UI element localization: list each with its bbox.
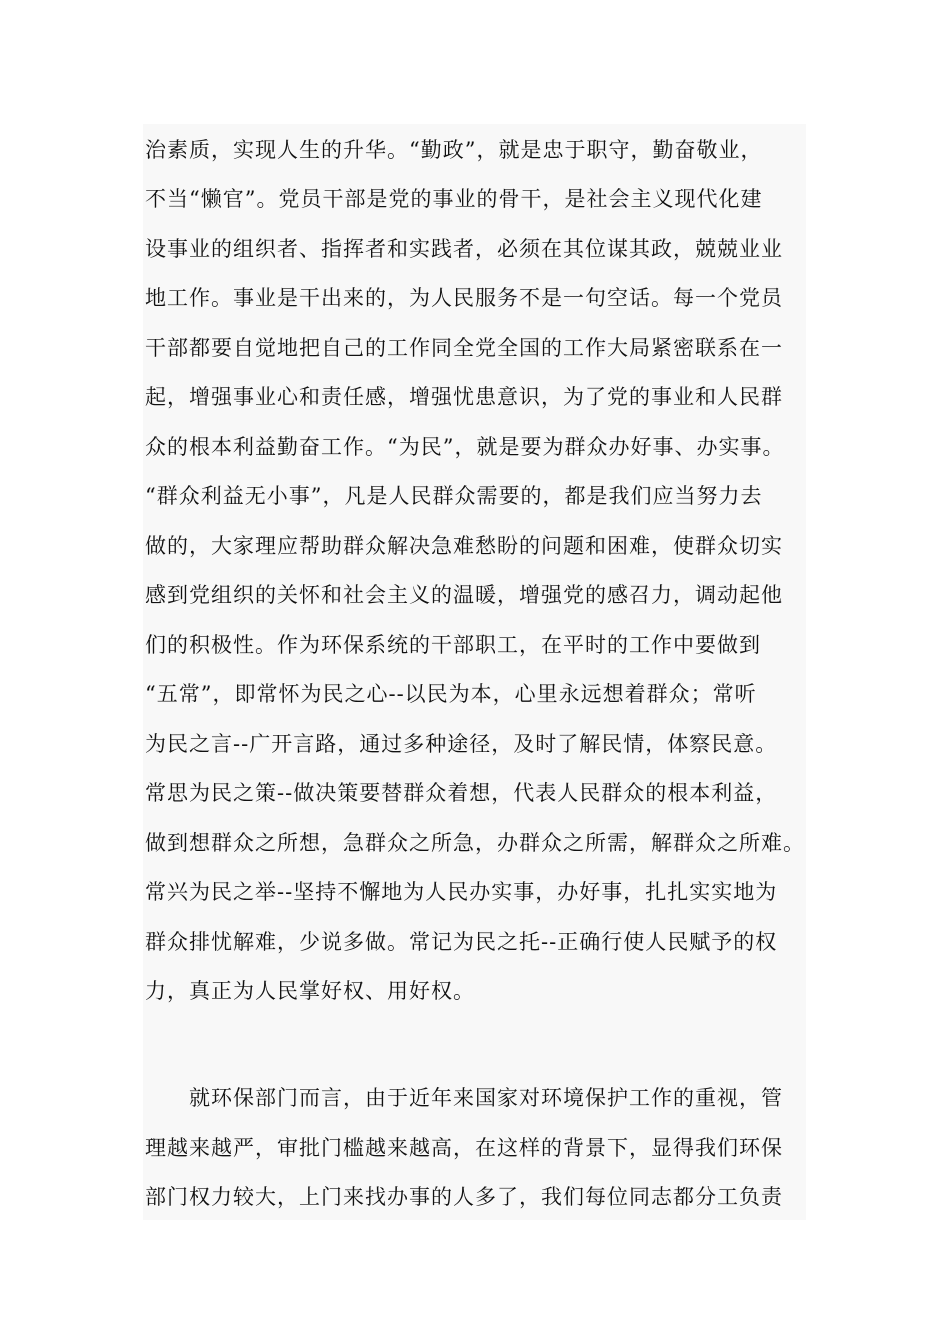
text-line: 干部都要自觉地把自己的工作同全党全国的工作大局紧密联系在一 xyxy=(145,336,783,360)
text-line: 做的，大家理应帮助群众解决急难愁盼的问题和困难，使群众切实 xyxy=(145,534,783,558)
text-line: 起，增强事业心和责任感，增强忧患意识，为了党的事业和人民群 xyxy=(145,385,783,409)
text-line: 们的积极性。作为环保系统的干部职工，在平时的工作中要做到 xyxy=(145,633,761,657)
text-line: 为民之言--广开言路，通过多种途径，及时了解民情，体察民意。 xyxy=(145,732,778,756)
text-line: 部门权力较大，上门来找办事的人多了，我们每位同志都分工负责 xyxy=(145,1185,783,1209)
text-line: 众的根本利益勤奋工作。“为民”，就是要为群众办好事、办实事。 xyxy=(145,435,785,459)
text-line: 治素质，实现人生的升华。“勤政”，就是忠于职守，勤奋敬业， xyxy=(145,138,763,162)
text-line: 不当“懒官”。党员干部是党的事业的骨干，是社会主义现代化建 xyxy=(145,187,763,211)
text-line: 做到想群众之所想，急群众之所急，办群众之所需，解群众之所难。 xyxy=(145,831,805,855)
text-line: 群众排忧解难，少说多做。常记为民之托--正确行使人民赋予的权 xyxy=(145,930,778,954)
text-line: “五常”，即常怀为民之心--以民为本，心里永远想着群众；常听 xyxy=(145,682,757,706)
text-line: 就环保部门而言，由于近年来国家对环境保护工作的重视，管 xyxy=(189,1086,783,1110)
text-line: 理越来越严，审批门槛越来越高，在这样的背景下，显得我们环保 xyxy=(145,1136,783,1160)
text-line: 感到党组织的关怀和社会主义的温暖，增强党的感召力，调动起他 xyxy=(145,583,783,607)
text-line: 设事业的组织者、指挥者和实践者，必须在其位谋其政，兢兢业业 xyxy=(145,237,783,261)
text-line: 常兴为民之举--坚持不懈地为人民办实事，办好事，扎扎实实地为 xyxy=(145,880,778,904)
document-page xyxy=(143,124,806,1220)
text-line: 力，真正为人民掌好权、用好权。 xyxy=(145,979,475,1003)
text-line: 地工作。事业是干出来的，为人民服务不是一句空话。每一个党员 xyxy=(145,286,783,310)
text-line: 常思为民之策--做决策要替群众着想，代表人民群众的根本利益， xyxy=(145,781,778,805)
text-line: “群众利益无小事”，凡是人民群众需要的，都是我们应当努力去 xyxy=(145,484,763,508)
